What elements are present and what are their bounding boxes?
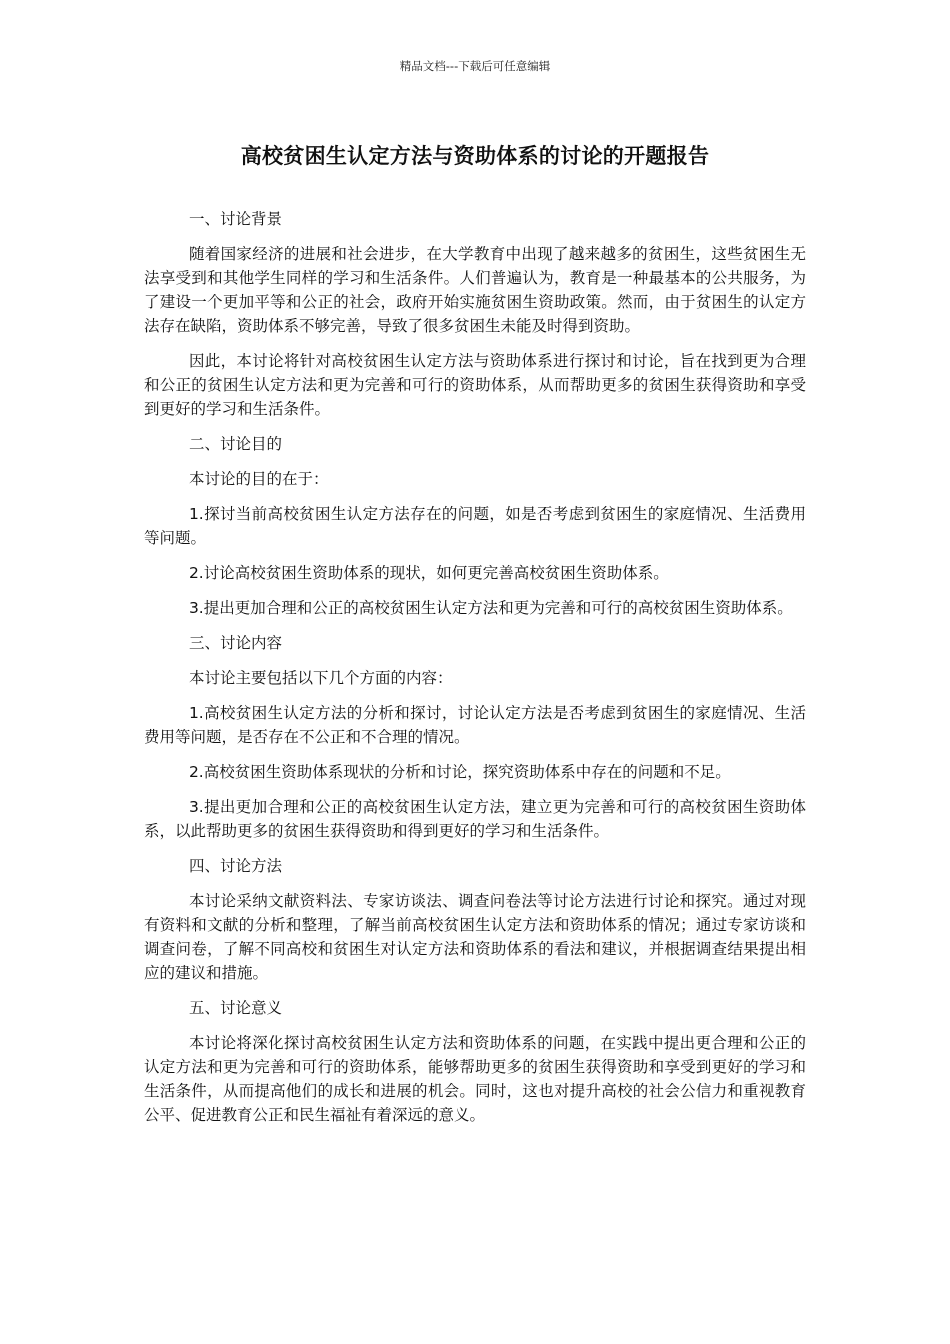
- document-body: [144, 207, 806, 1138]
- section-heading-content: 三、讨论内容: [188, 634, 282, 652]
- list-item: 3.提出更加合理和公正的高校贫困生认定方法，建立更为完善和可行的高校贫困生资助体系，以此帮助更多的贫困生获得资助和得到更好的学习和生活条件。: [144, 798, 806, 840]
- section-heading-purpose: 二、讨论目的: [188, 435, 282, 453]
- section-heading-significance: 五、讨论意义: [188, 999, 282, 1017]
- paragraph: 因此，本讨论将针对高校贫困生认定方法与资助体系进行探讨和讨论，旨在找到更为合理和公正的贫困生认定方法和更为完善和可行的资助体系，从而帮助更多的贫困生获得资助和享受到更好的学习和生活条件。: [144, 352, 806, 418]
- section-heading-background: 一、讨论背景: [188, 210, 282, 228]
- paragraph: 本讨论采纳文献资料法、专家访谈法、调查问卷法等讨论方法进行讨论和探究。通过对现有资料和文献的分析和整理，了解当前高校贫困生认定方法和资助体系的情况；通过专家访谈和调查问卷，了解不同高校和贫困生对认定方法和资助体系的看法和建议，并根据调查结果提出相应的建议和措施。: [144, 892, 806, 982]
- header-note: 精品文档---下载后可任意编辑: [399, 59, 551, 73]
- document-title: 高校贫困生认定方法与资助体系的讨论的开题报告: [240, 144, 710, 168]
- section-heading-method: 四、讨论方法: [188, 857, 282, 875]
- list-item: 2.讨论高校贫困生资助体系的现状，如何更完善高校贫困生资助体系。: [188, 564, 669, 582]
- list-item: 1.高校贫困生认定方法的分析和探讨，讨论认定方法是否考虑到贫困生的家庭情况、生活费用等问题，是否存在不公正和不合理的情况。: [144, 704, 806, 746]
- list-item: 1.探讨当前高校贫困生认定方法存在的问题，如是否考虑到贫困生的家庭情况、生活费用等问题。: [144, 505, 806, 547]
- list-item: 3.提出更加合理和公正的高校贫困生认定方法和更为完善和可行的高校贫困生资助体系。: [188, 599, 793, 617]
- paragraph: 本讨论主要包括以下几个方面的内容：: [188, 669, 453, 687]
- paragraph: 本讨论将深化探讨高校贫困生认定方法和资助体系的问题，在实践中提出更合理和公正的认定方法和更为完善和可行的资助体系，能够帮助更多的贫困生获得资助和享受到更好的学习和生活条件，从而提高他们的成长和进展的机会。同时，这也对提升高校的社会公信力和重视教育公平、促进教育公正和民生福祉有着深远的意义。: [144, 1034, 806, 1124]
- paragraph: 本讨论的目的在于：: [188, 470, 329, 488]
- list-item: 2.高校贫困生资助体系现状的分析和讨论，探究资助体系中存在的问题和不足。: [188, 763, 731, 781]
- paragraph: 随着国家经济的进展和社会进步，在大学教育中出现了越来越多的贫困生，这些贫困生无法享受到和其他学生同样的学习和生活条件。人们普遍认为，教育是一种最基本的公共服务，为了建设一个更加平等和公正的社会，政府开始实施贫困生资助政策。然而，由于贫困生的认定方法存在缺陷，资助体系不够完善，导致了很多贫困生未能及时得到资助。: [144, 245, 806, 335]
